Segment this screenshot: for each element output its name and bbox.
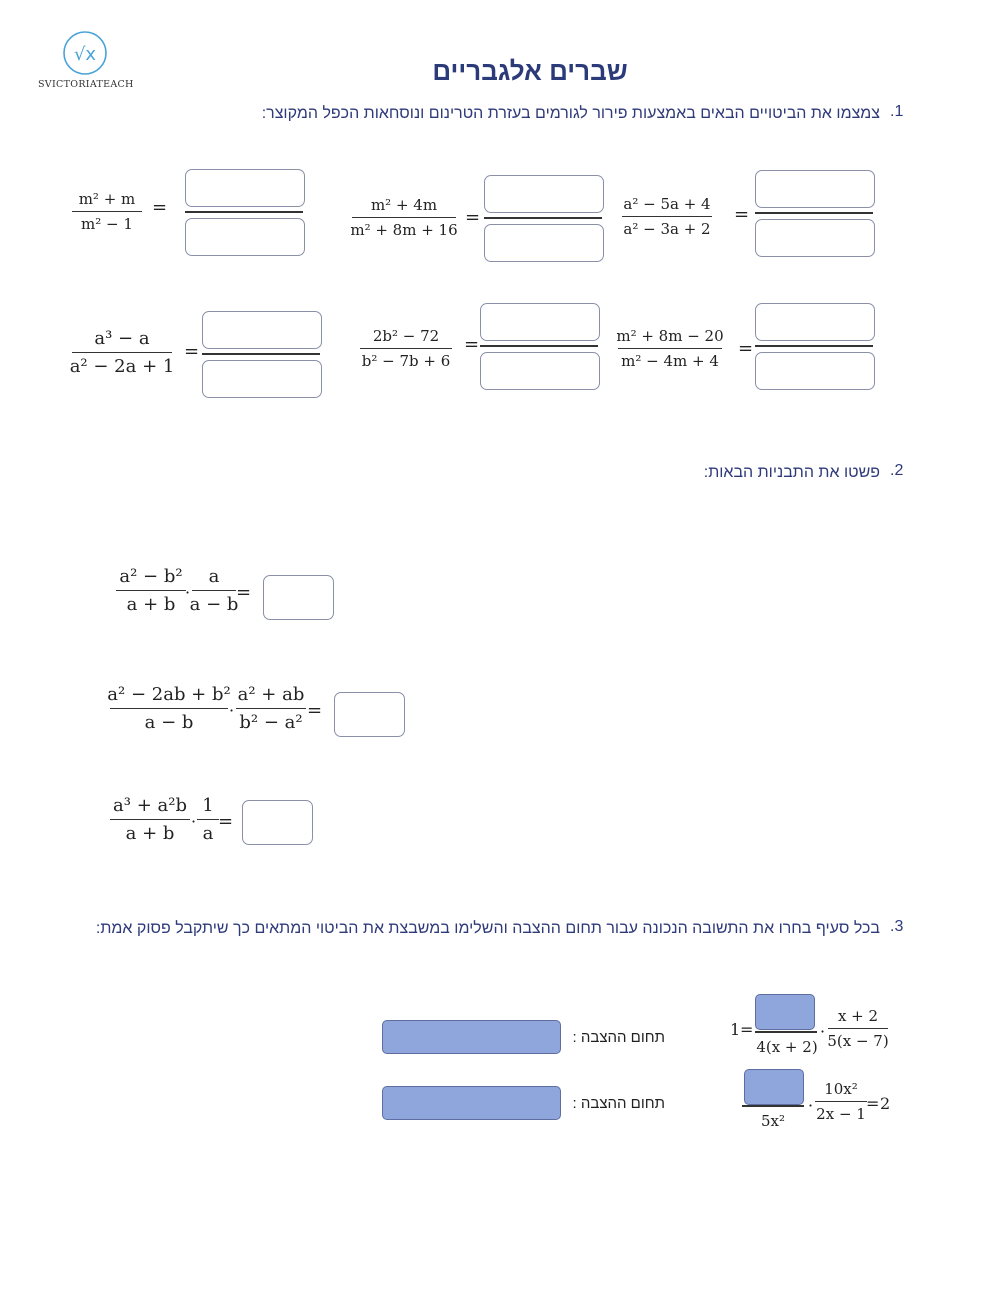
multiply-dot: · <box>820 1022 826 1041</box>
q3-row2-fraction-2 <box>815 1080 867 1123</box>
q2-number: .2 <box>890 462 904 479</box>
multiply-dot: · <box>229 701 235 720</box>
answer-fraction-bar <box>755 212 873 214</box>
denominator: 5x² <box>760 1112 786 1130</box>
denominator: a² − 2a + 1 <box>69 356 175 377</box>
fraction-bar <box>72 211 142 212</box>
numerator: 2b² − 72 <box>372 327 440 345</box>
denominator: 5(x − 7) <box>827 1032 889 1050</box>
answer-denominator-box-3[interactable] <box>755 219 875 257</box>
answer-denominator-box-6[interactable] <box>755 352 875 390</box>
fraction-bar <box>618 348 722 349</box>
q1-fraction-6 <box>618 327 722 370</box>
answer-denominator-box-2[interactable] <box>484 224 604 262</box>
equals-sign: = <box>307 700 323 721</box>
answer-numerator-box-5[interactable] <box>480 303 600 341</box>
numerator: a² + ab <box>237 684 305 705</box>
equals-sign: = <box>740 1020 754 1039</box>
q2-item1-fraction-2 <box>189 566 239 615</box>
denominator: 4(x + 2) <box>756 1038 818 1056</box>
q1-fraction-3 <box>622 195 712 238</box>
multiply-dot: · <box>185 583 191 602</box>
logo-icon <box>62 30 108 76</box>
equals-sign: = <box>218 811 234 832</box>
numerator: x + 2 <box>837 1007 879 1025</box>
equals-sign: = <box>152 197 168 218</box>
q1-number: .1 <box>890 103 904 120</box>
fraction-bar <box>352 217 456 218</box>
numerator: a³ + a²b <box>113 795 187 816</box>
q3-text: בכל סעיף בחרו את התשובה הנכונה עבור תחום ההצבה והשלימו במשבצת את הביטוי המתאים כך שיתקבל פסוק אמת: <box>95 920 880 937</box>
fraction-bar <box>622 216 712 217</box>
answer-numerator-box-3[interactable] <box>755 170 875 208</box>
denominator: a − b <box>144 712 194 733</box>
denominator: a − b <box>189 594 239 615</box>
answer-fraction-bar <box>484 217 602 219</box>
fraction-bar <box>110 708 228 709</box>
q2-item2-fraction-1 <box>107 684 231 733</box>
numerator: m² + 4m <box>370 196 438 214</box>
q2-text: פשטו את התבניות הבאות: <box>703 464 880 481</box>
q1-fraction-1 <box>72 190 142 233</box>
equals-sign: = <box>464 334 480 355</box>
denominator: m² − 1 <box>81 215 133 233</box>
logo <box>38 30 132 92</box>
numerator: m² + 8m − 20 <box>616 327 724 345</box>
lhs-value: 1 <box>730 1020 741 1039</box>
denominator: m² − 4m + 4 <box>621 352 719 370</box>
svg-text:√x: √x <box>73 44 97 65</box>
denominator: a <box>202 823 214 844</box>
denominator: m² + 8m + 16 <box>350 221 458 239</box>
fraction-bar <box>755 1031 817 1033</box>
answer-denominator-box-4[interactable] <box>202 360 322 398</box>
rhs-value: 2 <box>880 1094 891 1113</box>
numerator: a <box>208 566 220 587</box>
denominator: b² − 7b + 6 <box>361 352 451 370</box>
equals-sign: = <box>866 1094 880 1113</box>
domain-select-2[interactable] <box>382 1086 561 1120</box>
q3-number: .3 <box>890 918 904 935</box>
numerator: a³ − a <box>94 328 150 349</box>
answer-denominator-box-5[interactable] <box>480 352 600 390</box>
answer-numerator-box-6[interactable] <box>755 303 875 341</box>
fraction-bar <box>742 1105 804 1107</box>
fraction-bar <box>236 708 306 709</box>
q2-answer-box-3[interactable] <box>242 800 313 845</box>
q2-item3-fraction-2 <box>197 795 219 844</box>
answer-numerator-box-2[interactable] <box>484 175 604 213</box>
page-title: שברים אלגבריים <box>432 56 628 86</box>
q2-answer-box-1[interactable] <box>263 575 334 620</box>
numerator: 10x² <box>824 1080 858 1098</box>
numerator: a² − 5a + 4 <box>623 195 711 213</box>
answer-fraction-bar <box>755 345 873 347</box>
q1-fraction-2 <box>352 196 456 239</box>
q3-row1-fraction-2 <box>828 1007 888 1050</box>
numerator: 1 <box>202 795 214 816</box>
domain-label-2: תחום ההצבה : <box>572 1095 665 1112</box>
q2-item3-fraction-1 <box>110 795 190 844</box>
q2-item1-fraction-1 <box>116 566 186 615</box>
fraction-bar <box>110 819 190 820</box>
domain-select-1[interactable] <box>382 1020 561 1054</box>
equals-sign: = <box>465 207 481 228</box>
fraction-bar <box>72 352 172 353</box>
numerator: m² + m <box>78 190 136 208</box>
equals-sign: = <box>738 338 754 359</box>
fraction-bar <box>192 590 236 591</box>
fraction-bar <box>116 590 186 591</box>
domain-label-1: תחום ההצבה : <box>572 1029 665 1046</box>
logo-text: SVICTORIATEACH <box>38 79 134 90</box>
numerator: a² − b² <box>119 566 183 587</box>
multiply-dot: · <box>191 812 197 831</box>
fraction-bar <box>360 348 452 349</box>
answer-numerator-box-1[interactable] <box>185 169 305 207</box>
answer-fraction-bar <box>202 353 320 355</box>
q2-answer-box-2[interactable] <box>334 692 405 737</box>
answer-denominator-box-1[interactable] <box>185 218 305 256</box>
denominator: b² − a² <box>239 712 303 733</box>
equals-sign: = <box>734 204 750 225</box>
answer-fraction-bar <box>185 211 303 213</box>
q3-answer-box-1[interactable] <box>755 994 815 1030</box>
denominator: a + b <box>126 594 176 615</box>
q1-fraction-5 <box>360 327 452 370</box>
equals-sign: = <box>236 582 252 603</box>
denominator: a + b <box>125 823 175 844</box>
multiply-dot: · <box>808 1096 814 1115</box>
denominator: 2x − 1 <box>816 1105 866 1123</box>
q3-answer-box-2[interactable] <box>744 1069 804 1105</box>
q2-item2-fraction-2 <box>236 684 306 733</box>
q1-fraction-4 <box>69 328 175 377</box>
answer-fraction-bar <box>480 345 598 347</box>
fraction-bar <box>197 819 219 820</box>
numerator: a² − 2ab + b² <box>107 684 231 705</box>
q1-text: צמצמו את הביטויים הבאים באמצעות פירור לגורמים בעזרת הטרינום ונוסחאות הכפל המקוצר: <box>261 105 880 122</box>
fraction-bar <box>828 1028 888 1029</box>
fraction-bar <box>815 1101 867 1102</box>
equals-sign: = <box>184 341 200 362</box>
answer-numerator-box-4[interactable] <box>202 311 322 349</box>
denominator: a² − 3a + 2 <box>623 220 711 238</box>
